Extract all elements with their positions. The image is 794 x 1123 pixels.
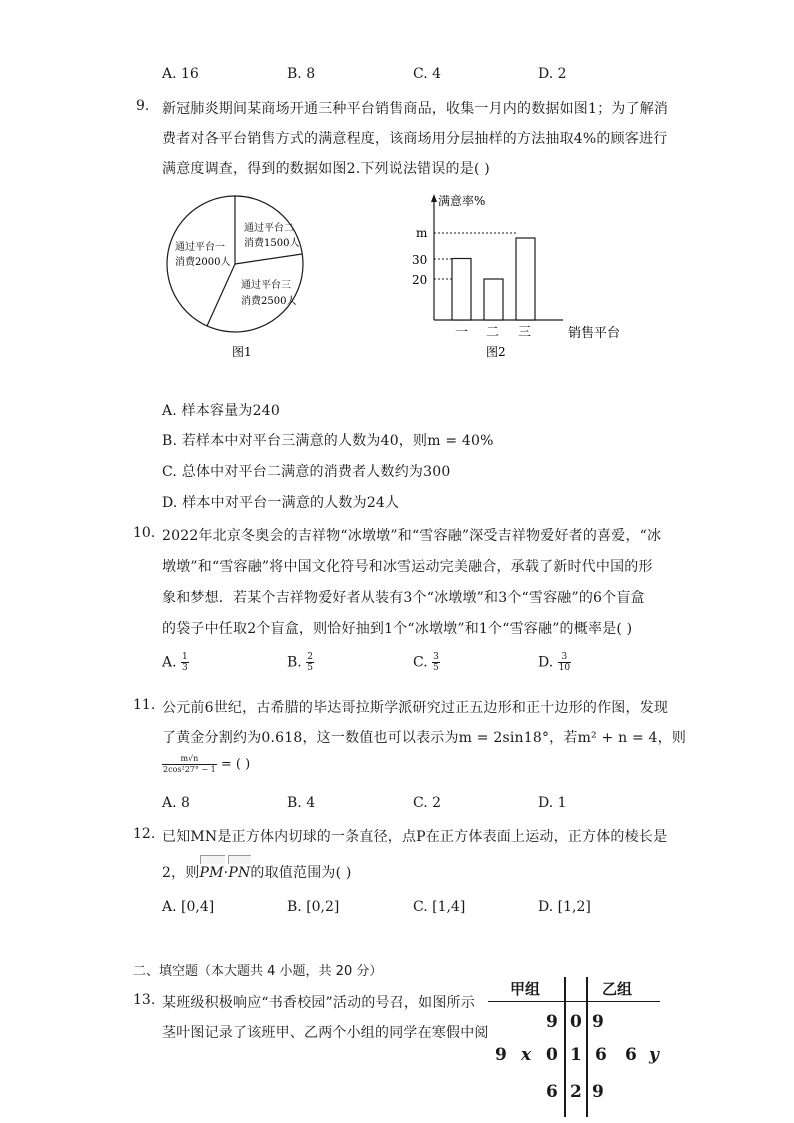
stem-value: 0 (570, 1012, 582, 1032)
q12-number: 12. (133, 826, 156, 842)
q10-number: 10. (133, 525, 156, 541)
bar-caption: 图2 (486, 345, 506, 359)
stem-leaf-divider-right (586, 977, 588, 1117)
q10-stem-line-3: 象和梦想．若某个吉祥物爱好者从装有3个“冰墩墩”和3个“雪容融”的6个盲盒 (162, 590, 645, 606)
q13-number: 13. (133, 992, 156, 1008)
vector-arrow-box (200, 855, 225, 864)
y-axis-label: 满意率% (438, 194, 486, 208)
q11-stem-line-1: 公元前6世纪，古希腊的毕达哥拉斯学派研究过正五边形和正十边形的作图，发现 (162, 700, 669, 716)
vector-pn (228, 865, 250, 881)
q8-option-c[interactable]: C. 4 (413, 66, 442, 82)
pie-slice-1-label-2: 消费2000人 (175, 257, 231, 268)
q11-fraction-tail: = ( ) (220, 757, 251, 772)
q10-option-b-fraction (306, 652, 314, 673)
frac-den: 10 (558, 663, 571, 673)
bar-platform-1 (452, 259, 471, 321)
q11-expression (162, 754, 250, 775)
pie-slice-2-label-2: 消费1500人 (244, 238, 300, 249)
leaf-right: 6 (595, 1045, 607, 1065)
frac-num: 1 (182, 652, 188, 662)
frac-num: 3 (433, 652, 439, 662)
frac-num: m√n (162, 754, 217, 765)
y-tick-30: 30 (412, 253, 428, 267)
q10-option-d[interactable] (538, 652, 571, 673)
stem-value: 1 (570, 1045, 582, 1065)
vector-pn-text: PN (228, 865, 251, 881)
q9-stem-line-1: 新冠肺炎期间某商场开通三种平台销售商品，收集一月内的数据如图1；为了解消 (162, 101, 669, 117)
q10-option-c-fraction (432, 652, 440, 673)
q11-number: 11. (133, 697, 156, 713)
stem-value: 2 (570, 1082, 582, 1102)
pie-divider-bottom (207, 264, 235, 326)
pie-divider-right (235, 254, 302, 264)
q12-line2-prefix: 2，则 (162, 865, 200, 881)
dot-operator: · (223, 865, 229, 881)
leaf-right: y (649, 1045, 659, 1065)
q8-option-d[interactable]: D. 2 (538, 66, 567, 82)
y-tick-20: 20 (412, 273, 428, 287)
q9-option-a[interactable]: A. 样本容量为240 (162, 403, 280, 419)
leaf-right: 9 (592, 1012, 604, 1032)
q9-option-b[interactable]: B. 若样本中对平台三满意的人数为40，则m = 40% (162, 433, 494, 449)
stem-leaf-header-rule (488, 1001, 660, 1002)
q12-line2-suffix: 的取值范围为( ) (250, 865, 352, 881)
q10-stem-line-2: 墩墩”和“雪容融”将中国文化符号和冰雪运动完美融合，承载了新时代中国的形 (162, 559, 653, 575)
leaf-left: 9 (495, 1045, 507, 1065)
q10-option-d-label: D. (538, 654, 554, 671)
q12-option-a[interactable]: A. [0,4] (162, 899, 215, 915)
q13-stem-line-2: 茎叶图记录了该班甲、乙两个小组的同学在寒假中阅 (162, 1025, 489, 1041)
leaf-left: x (521, 1045, 532, 1065)
frac-den: 3 (182, 663, 188, 673)
pie-slice-2-label-1: 通过平台二 (244, 223, 294, 234)
leaf-right: 9 (592, 1082, 604, 1102)
pie-chart-figure (160, 188, 320, 363)
q10-option-a-fraction (181, 652, 189, 673)
q10-option-b[interactable] (287, 652, 314, 673)
y-tick-m: m (416, 226, 428, 240)
q10-stem-line-1: 2022年北京冬奥会的吉祥物“冰墩墩”和“雪容融”深受吉祥物爱好者的喜爱，“冰 (162, 528, 662, 544)
x-tick-2: 二 (486, 325, 500, 340)
q12-option-d[interactable]: D. [1,2] (538, 899, 591, 915)
stem-leaf-diagram (488, 975, 663, 1115)
pie-slice-1-label-1: 通过平台一 (175, 242, 225, 253)
bars-group (452, 238, 535, 320)
q10-option-c-label: C. (413, 654, 428, 671)
q9-stem-line-3: 满意度调查，得到的数据如图2.下列说法错误的是( ) (162, 161, 490, 177)
q11-fraction (162, 754, 217, 775)
frac-den: 5 (307, 663, 313, 673)
group-jia-header: 甲组 (510, 980, 541, 998)
pie-slice-3-label-2: 消费2500人 (241, 296, 297, 307)
leaf-right: 6 (625, 1045, 637, 1065)
q10-option-c[interactable] (413, 652, 440, 673)
q11-option-d[interactable]: D. 1 (538, 795, 567, 811)
y-axis-arrow (431, 194, 437, 202)
q8-option-b[interactable]: B. 8 (287, 66, 316, 82)
q9-stem-line-2: 费者对各平台销售方式的满意程度，该商场用分层抽样的方法抽取4%的顾客进行 (162, 131, 668, 147)
frac-den: 2cos²27° − 1 (163, 765, 216, 774)
pie-caption: 图1 (232, 345, 252, 359)
vector-pm-text: PM (199, 865, 224, 881)
q10-stem-line-4: 的袋子中任取2个盲盒，则恰好抽到1个“冰墩墩”和1个“雪容融”的概率是( ) (162, 621, 633, 637)
vector-arrow-box (228, 855, 251, 864)
leaf-left: 9 (546, 1012, 558, 1032)
q13-stem-line-1: 某班级积极响应“书香校园”活动的号召，如图所示 (162, 995, 475, 1011)
q9-option-c[interactable]: C. 总体中对平台二满意的消费者人数约为300 (162, 464, 451, 480)
q11-option-b[interactable]: B. 4 (287, 795, 316, 811)
stem-leaf-divider-left (564, 977, 566, 1117)
leaf-left: 6 (546, 1082, 558, 1102)
leaf-left: 0 (546, 1045, 558, 1065)
q10-option-a[interactable] (162, 652, 189, 673)
section-heading-fill-in: 二、填空题（本大题共 4 小题，共 20 分） (133, 964, 383, 979)
q12-option-b[interactable]: B. [0,2] (287, 899, 340, 915)
frac-num: 2 (307, 652, 313, 662)
x-tick-3: 三 (518, 325, 532, 340)
frac-num: 3 (558, 652, 571, 663)
pie-slice-3-label-1: 通过平台三 (241, 280, 291, 291)
x-axis-label: 销售平台 (568, 326, 621, 341)
frac-den: 5 (433, 663, 439, 673)
bar-platform-3 (516, 238, 535, 320)
vector-pm (200, 865, 224, 881)
q11-stem-line-2: 了黄金分割约为0.618，这一数值也可以表示为m = 2sin18°，若m² + n = 4，则 (162, 730, 687, 746)
q10-option-a-label: A. (162, 654, 177, 671)
q11-option-c[interactable]: C. 2 (413, 795, 442, 811)
x-tick-1: 一 (455, 325, 469, 340)
bar-chart-figure (408, 190, 638, 362)
q12-stem-line-1: 已知MN是正方体内切球的一条直径，点P在正方体表面上运动，正方体的棱长是 (162, 829, 668, 845)
q12-stem-line-2 (162, 862, 352, 882)
q10-option-d-fraction (558, 652, 571, 673)
bar-platform-2 (484, 279, 503, 320)
group-yi-header: 乙组 (602, 980, 633, 998)
q8-option-a[interactable]: A. 16 (162, 66, 199, 82)
q12-option-c[interactable]: C. [1,4] (413, 899, 466, 915)
q11-option-a[interactable]: A. 8 (162, 795, 190, 811)
q10-option-b-label: B. (287, 654, 302, 671)
q9-number: 9. (136, 98, 150, 114)
q9-option-d[interactable]: D. 样本中对平台一满意的人数为24人 (162, 495, 400, 511)
